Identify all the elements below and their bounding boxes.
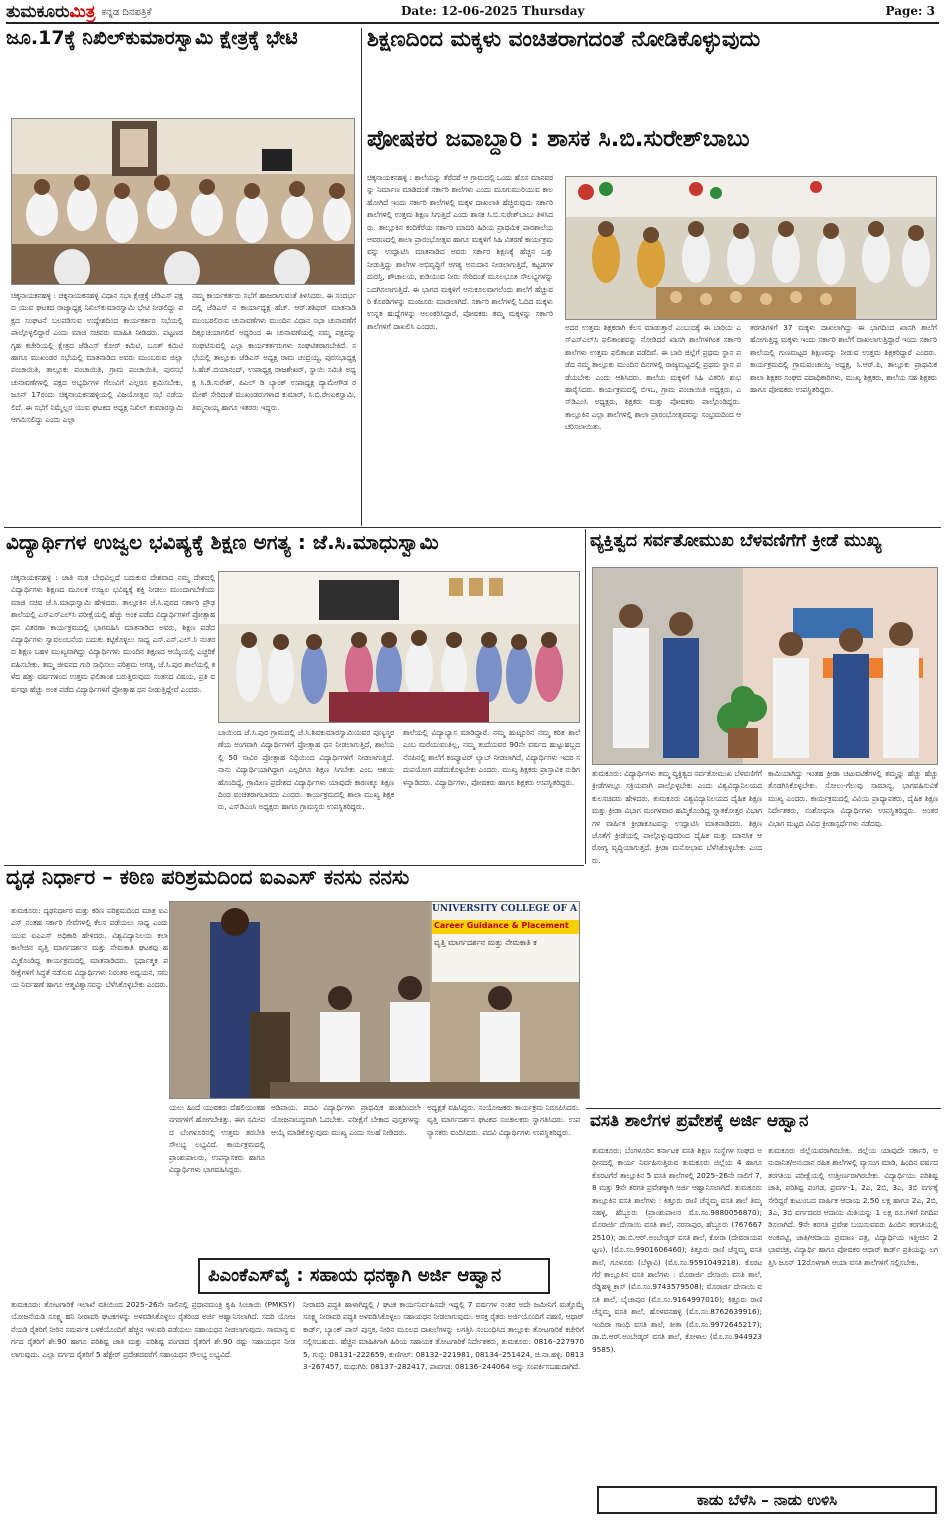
masthead: [6, 2, 939, 24]
paper-tagline: ಕನ್ನಡ ದಿನಪತ್ರಿಕೆ: [101, 6, 152, 18]
article3-headline: ವಿದ್ಯಾರ್ಥಿಗಳ ಉಜ್ವಲ ಭವಿಷ್ಯಕ್ಕೆ ಶಿಕ್ಷಣ ಅಗತ್ಯ : ಜೆ.ಸಿ.ಮಾಧುಸ್ವಾಮಿ: [6, 531, 439, 554]
section-divider: [4, 527, 941, 528]
article3-col-left: ಚಿಕ್ಕನಾಯಕನಹಳ್ಳಿ : ಜಾತಿ ಮತ ಬೇಧವಿಲ್ಲದೆ ಬದುಕುವ ದೇಶವಾದ ನಮ್ಮ ದೇಶದಲ್ಲಿ ವಿದ್ಯಾರ್ಥಿಗಳು ಶಿಕ್ಷಣದ ಮೂಲಕ ಉಜ್ವಲ ಭವಿಷ್ಯಕ್ಕೆ ಶಕ್ತಿ ನೀಡಲು ಮುಂದಾಗಬೇಕೆಂದು ಮಾಜಿ ಸಚಿವ ಜೆ.ಸಿ.ಮಾಧುಸ್ವಾಮಿ ಹೇಳಿದರು. ತಾಲ್ಲೂಕಿನ ಜೆ.ಸಿ.ಪುರದ ಸರ್ಕಾರಿ ಪ್ರೌಢಶಾಲೆಯಲ್ಲಿ ಎಸ್‌ಎಸ್‌ಎಲ್‌ಸಿ ಪರೀಕ್ಷೆಯಲ್ಲಿ ಹೆಚ್ಚು ಅಂಕ ಪಡೆದ ವಿದ್ಯಾರ್ಥಿಗಳಿಗೆ ಪ್ರೋತ್ಸಾಹ ಧನ ವಿತರಣಾ ಕಾರ್ಯಕ್ರಮದಲ್ಲಿ ಭಾಗವಹಿಸಿ ಮಾತನಾಡಿದ ಅವರು, ಶಿಕ್ಷಣ ಪಡೆದ ವಿದ್ಯಾರ್ಥಿಗಳು ಸ್ವಾವಲಂಬನೆಯ ಬದುಕು ಕಟ್ಟಿಕೊಳ್ಳಲು ಸಾಧ್ಯ ಎಸ್.ಎಸ್.ಎಲ್.ಸಿ ನಂತರದ ಶಿಕ್ಷಣ ಬಹಳ ಮುಖ್ಯವಾಗಿದ್ದು ವಿದ್ಯಾರ್ಥಿಗಳು ಮುಂದಿನ ಶಿಕ್ಷಣದ ಆಯ್ಕೆಯಲ್ಲಿ ಎಚ್ಚರಿಕೆ ವಹಿಸಬೇಕು. ತಮ್ಮ ಜೀವನದ ಗುರಿ ಸಾಧಿಸಲು ಪರಿಶ್ರಮ ಅಗತ್ಯ, ಜೆ.ಸಿ.ಪುರ ಶಾಲೆಯಲ್ಲಿ ಕಳೆದ ಹತ್ತು ವರ್ಷಗಳಿಂದ ಉತ್ತಮ ಫಲಿತಾಂಶ ಬರುತ್ತಿರುವುದು ಸಂತಸದ ವಿಷಯ, ಪ್ರತಿ ವರ್ಷವೂ ಹೆಚ್ಚು ಅಂಕ ಪಡೆದ ವಿದ್ಯಾರ್ಥಿಗಳಿಗೆ ಪ್ರೋತ್ಸಾಹ ಧನ ನೀಡುತ್ತಿದ್ದೇವೆ ಎಂದರು.: [11, 573, 215, 694]
footer-slogan: ಕಾಡು ಬೆಳೆಸಿ – ನಾಡು ಉಳಿಸಿ: [597, 1486, 937, 1514]
article2-col3: ತರಗತಿಗಳಿಗೆ 37 ಮಕ್ಕಳು ದಾಖಲಾಗಿದ್ದು ಈ ಭಾಗದಿಂದ ಖಾಸಗಿ ಶಾಲೆಗೆ ಹೋಗುತ್ತಿದ್ದ ಮಕ್ಕಳು ಇಂದು ಸರ್ಕಾರಿ ಶಾಲೆಗೆ ದಾಖಲಾಗುತ್ತಿದ್ದಾರೆ ಇಂದು ಸರ್ಕಾರಿ ಶಾಲೆಯಲ್ಲಿ ಗುಣಮಟ್ಟದ ಶಿಕ್ಷಣವನ್ನು ನೀಡುವ ಉತ್ತಮ ಶಿಕ್ಷಕರಿದ್ದಾರೆ ಎಂದರು. ಕಾರ್ಯಕ್ರಮದಲ್ಲಿ ಗ್ರಾಮಪಂಚಾಯ್ತಿ ಅಧ್ಯಕ್ಷ, ಸಿ.ಆರ್.ಪಿ, ತಾಲ್ಲೂಕು ಪ್ರಾಥಮಿಕ ಶಾಲಾ ಶಿಕ್ಷಕರ ಸಂಘದ ಪದಾಧಿಕಾರಿಗಳು, ಮುಖ್ಯ ಶಿಕ್ಷಕರು, ಶಾಲೆಯ ಸಹ ಶಿಕ್ಷಕರು ಹಾಗೂ ಪೋಷಕರು ಉಪಸ್ಥಿತರಿದ್ದರು.: [750, 323, 937, 395]
article1-col2: ನಮ್ಮ ಕಾರ್ಯಕರ್ತರು ಸಭೆಗೆ ಹಾಜರಾಗುವಂತೆ ತಿಳಿಸಿದರು. ಈ ಸಂದರ್ಭದಲ್ಲಿ ಜೆಡಿಎಸ್ ನ ಕಾರ್ಯಾಧ್ಯಕ್ಷ ಹೆಚ್. ಆರ್.ಶಶಿಧರ್ ಮಾತನಾಡಿ ಮುಂಬರಲಿರುವ ಚುನಾವಣೆಗಳು ಮುಂದಿನ ವಿಧಾನ ಸಭಾ ಚುನಾವಣೆಗೆ ದಿಕ್ಸೂಚಿಯಾಗಲಿವೆ ಅದ್ದರಿಂದ ಈ ಚುನಾವಣೆಯಲ್ಲಿ ನಮ್ಮ ಪಕ್ಷವನ್ನು ಸಂಘಟಿಸುವಲ್ಲಿ ಎಲ್ಲಾ ಕಾರ್ಯಕರ್ತರುಗಳು ಸಂಘಟಿತರಾಗಬೇಕಿದೆ. ಸಭೆಯಲ್ಲಿ ತಾಲ್ಲೂಕು ಜೆಡಿಎಸ್ ಅಧ್ಯಕ್ಷ ರಾಮ ಚಂದ್ರಯ್ಯ, ಪುರಸಭಾಧ್ಯಕ್ಷ ಸಿ.ಹೆಚ್.ದಯಾನಂದ್, ಉಪಾಧ್ಯಕ್ಷ ರಾಜಶೇಖರ್, ಸ್ಥಾಯಿ ಸಮಿತಿ ಅಧ್ಯಕ್ಷ ಸಿ.ಡಿ.ಸುರೇಶ್, ಪಿಎಲ್ ಡಿ ಬ್ಯಾಂಕ್ ಉಪಾಧ್ಯಕ್ಷ ದ್ಯಾಮೇಗೌಡ ರಮೇಶ್ ಸೇರಿದಂತೆ ಮುಖಂಡರುಗಳಾದ ಕುಮಾರ್, ಸಿ.ಬಿ.ರೇಣುಕಸ್ವಾಮಿ, ತಿಮ್ಮನಾಯ್ಕ ಹಾಗೂ ಇತರರು ಇದ್ದರು.: [192, 291, 356, 412]
article7-col2: ನೀರಾವರಿ ಪದ್ಧತಿ ಹಾಳಾಗಿದ್ದಲ್ಲಿ / ಘಟಕ ಕಾರ್ಯನಿರ್ವಹಿಸದೇ ಇದ್ದಲ್ಲಿ 7 ವರ್ಷಗಳ ನಂತರ ಅದೇ ಜಮೀನಿಗೆ ಮತ್ತೊಮ್ಮೆ ಸೂಕ್ಷ್ಮ ನೀರಾವರಿ ಪದ್ಧತಿ ಅಳವಡಿಸಿಕೊಳ್ಳಲು ಸಹಾಯಧನ ನೀಡಲಾಗುವುದು. ಆಸಕ್ತ ರೈತರು ಅರ್ಜಿಯೊಂದಿಗೆ ಪಹಣಿ, ಆಧಾರ್ ಕಾರ್ಡ್, ಬ್ಯಾಂಕ್ ಪಾಸ್ ಪುಸ್ತಕ, ನೀರಿನ ಮೂಲದ ದಾಖಲೆಗಳನ್ನು ಲಗತ್ತಿಸಿ ಸಂಬಂಧಿಸಿದ ತಾಲ್ಲೂಕು ತೋಟಗಾರಿಕೆ ಕಚೇರಿಗೆ ಸಲ್ಲಿಸಬಹುದು. ಹೆಚ್ಚಿನ ಮಾಹಿತಿಗಾಗಿ ಹಿರಿಯ ಸಹಾಯಕ ತೋಟಗಾರಿಕೆ ನಿರ್ದೇಶಕರು, ತುಮಕೂರು: 0816–2279705, ಗುಬ್ಬಿ: 08131–222659, ಕುಣಿಗಲ್: 08132–221981, 08134–251424, ಚಿ.ನಾ.ಹಳ್ಳಿ: 08133–267457, ಮಧುಗಿರಿ: 08137–282417, ಪಾವಗಡ: 08136–244064 ಅನ್ನು ಸಂಪರ್ಕಿಸಬಹುದಾಗಿದೆ.: [303, 1300, 584, 1372]
paper-name: ತುಮಕೂರುಮಿತ್ರ: [6, 2, 96, 22]
issue-date: Date: 12-06-2025 Thursday: [401, 4, 585, 18]
article5-headline: ದೃಢ ನಿರ್ಧಾರ – ಕಠಿಣ ಪರಿಶ್ರಮದಿಂದ ಐಎಎಸ್ ಕನಸು ನನಸು: [6, 866, 410, 889]
article2-headline-line1: ಶಿಕ್ಷಣದಿಂದ ಮಕ್ಕಳು ವಂಚಿತರಾಗದಂತೆ ನೋಡಿಕೊಳ್ಳುವುದು: [367, 28, 761, 52]
banner-title: UNIVERSITY COLLEGE OF A: [432, 904, 578, 914]
article5-col3: ಅಡಿಪಾಯ. ಪದವಿ ವಿದ್ಯಾರ್ಥಿಗಳು ಪ್ರಾಥಮಿಕ ಹಂತದಿಂದಲೇ ಯೋಜನಾಬದ್ಧವಾಗಿ ಓದಬೇಕು. ಪರೀಕ್ಷೆಗೆ ಬೇಕಾದ ಪುಸ್ತಕಗಳನ್ನು ಆಯ್ಕೆ ಮಾಡಿಕೊಳ್ಳುವುದು ಮುಖ್ಯ ಎಂದು ಸಲಹೆ ನೀಡಿದರು.: [271, 1103, 421, 1137]
banner-subtitle: Career Guidance & Placement: [434, 921, 569, 930]
article4-col2: ಕಾಮಿಯಾಗಿದ್ದು ಇಂತಹ ಕ್ರೀಡಾ ಚಟುವಟಿಕೆಗಳಲ್ಲಿ ತಮ್ಮನ್ನು ಹೆಚ್ಚು ಹೆಚ್ಚು ತೊಡಗಿಸಿಕೊಳ್ಳಬೇಕು. ಸೋಲು-ಗೆಲುವು ಸಾಮಾನ್ಯ, ಭಾಗವಹಿಸುವಿಕೆ ಮುಖ್ಯ ಎಂದರು. ಕಾರ್ಯಕ್ರಮದಲ್ಲಿ ವಿವಿಯ ಪ್ರಾಧ್ಯಾಪಕರು, ದೈಹಿಕ ಶಿಕ್ಷಣ ನಿರ್ದೇಶಕರು, ಸಂಶೋಧನಾ ವಿದ್ಯಾರ್ಥಿಗಳು ಉಪಸ್ಥಿತರಿದ್ದರು. ಅಂತರವಿಭಾಗ ಮಟ್ಟದ ವಿವಿಧ ಕ್ರೀಡಾಸ್ಪರ್ಧೆಗಳು ನಡೆದವು.: [768, 769, 938, 828]
meeting-photo: [11, 118, 355, 285]
article7-col1: ತುಮಕೂರು: ತೋಟಗಾರಿಕೆ ಇಲಾಖೆ ವತಿಯಿಂದ 2025–26ನೇ ಸಾಲಿನಲ್ಲಿ ಪ್ರಧಾನಮಂತ್ರಿ ಕೃಷಿ ಸಿಂಚಾಯಿ (PMKSY) ಯೋಜನೆಯಡಿ ಸೂಕ್ಷ್ಮ ಹನಿ ನೀರಾವರಿ ಘಟಕಗಳನ್ನು ಅಳವಡಿಸಿಕೊಳ್ಳಲು ರೈತರಿಂದ ಅರ್ಜಿ ಆಹ್ವಾನಿಸಲಾಗಿದೆ. ಸದರಿ ಯೋಜನೆಯಡಿ ರೈತರಿಗೆ ನೀರಿನ ಸಮರ್ಪಕ ಬಳಕೆಯೊಂದಿಗೆ ಹೆಚ್ಚಿನ ಇಳುವರಿ ಪಡೆಯಲು ಸಹಾಯಧನ ನೀಡಲಾಗುವುದು. ಸಾಮಾನ್ಯ ವರ್ಗದ ರೈತರಿಗೆ ಶೇ.90 ಹಾಗೂ ಪರಿಶಿಷ್ಟ ಜಾತಿ ಮತ್ತು ಪರಿಶಿಷ್ಟ ಪಂಗಡದ ರೈತರಿಗೆ ಶೇ.90 ರಷ್ಟು ಸಹಾಯಧನ ನೀಡಲಾಗುವುದು. ಎಲ್ಲಾ ವರ್ಗದ ರೈತರಿಗೆ 5 ಹೆಕ್ಟೇರ್ ಪ್ರದೇಶದವರೆಗೆ ಸಹಾಯಧನ ಸೌಲಭ್ಯ ಲಭ್ಯವಿದೆ.: [11, 1300, 295, 1359]
article6-headline: ವಸತಿ ಶಾಲೆಗಳ ಪ್ರವೇಶಕ್ಕೆ ಅರ್ಜಿ ಆಹ್ವಾನ: [590, 1112, 809, 1131]
article7-headline: ಪಿಎಂಕೆಎಸ್‌ವೈ : ಸಹಾಯ ಧನಕ್ಕಾಗಿ ಅರ್ಜಿ ಆಹ್ವಾನ: [198, 1258, 550, 1294]
article5-col1: ತುಮಕೂರು: ದೃಢನಿರ್ಧಾರ ಮತ್ತು ಕಠಿಣ ಪರಿಶ್ರಮದಿಂದ ಮಾತ್ರ ಐಎಎಸ್ ನಂತಹ ಸರ್ಕಾರಿ ಸೇವೆಗಳಲ್ಲಿ ಕೆಲಸ ಪಡೆಯಲು ಸಾಧ್ಯ ಎಂದು ಯುವ ಐಎಎಸ್ ಅಧಿಕಾರಿ ಹೇಳಿದರು. ವಿಶ್ವವಿದ್ಯಾನಿಲಯ ಕಲಾ ಕಾಲೇಜಿನ ವೃತ್ತಿ ಮಾರ್ಗದರ್ಶನ ಮತ್ತು ನೇಮಕಾತಿ ಘಟಕವು ಹಮ್ಮಿಕೊಂಡಿದ್ದ ಕಾರ್ಯಕ್ರಮದಲ್ಲಿ ಮಾತನಾಡಿದರು. ಸ್ಪರ್ಧಾತ್ಮಕ ಪರೀಕ್ಷೆಗಳಿಗೆ ಸಿದ್ಧತೆ ನಡೆಸುವ ವಿದ್ಯಾರ್ಥಿಗಳು ನಿರಂತರ ಅಧ್ಯಯನ, ಸಮಯ ನಿರ್ವಹಣೆ ಹಾಗೂ ಆತ್ಮವಿಶ್ವಾಸವನ್ನು ಬೆಳೆಸಿಕೊಳ್ಳಬೇಕು ಎಂದರು.: [11, 906, 168, 990]
article2-col2: ಅದರ ಉತ್ತಮ ಶಿಕ್ಷಕರಾಗಿ ಕೆಲಸ ಮಾಡುತ್ತಾರೆ ಎಂಬುದಕ್ಕೆ ಈ ಬಾರಿಯ ಎಸ್‌ಎಸ್‌ಎಲ್‌ಸಿ ಫಲಿತಾಂಶವನ್ನು ನೋಡಿದರೆ ಖಾಸಗಿ ಶಾಲೆಗಳಿಗಿಂತ ಸರ್ಕಾರಿ ಶಾಲೆಗಳು ಉತ್ತಮ ಫಲಿತಾಂಶ ಪಡೆದಿವೆ. ಈ ಬಾರಿ ಜಿಲ್ಲೆಗೆ ಪ್ರಥಮ ಸ್ಥಾನ ಪಡೆದ ನಮ್ಮ ತಾಲ್ಲೂಕು ಮುಂದಿನ ದಿನಗಳಲ್ಲಿ ರಾಜ್ಯಮಟ್ಟದಲ್ಲಿ ಪ್ರಥಮ ಸ್ಥಾನ ಪಡೆಯಬೇಕು ಎಂದು ಆಶಿಸಿದರು. ಶಾಲೆಯ ಮಕ್ಕಳಿಗೆ ಸಿಹಿ ವಿತರಿಸಿ ಶುಭ ಹಾರೈಸಿದರು. ಕಾರ್ಯಕ್ರಮದಲ್ಲಿ ಬಿಇಒ, ಗ್ರಾಮ ಪಂಚಾಯಿತಿ ಅಧ್ಯಕ್ಷರು, ಎಸ್‌ಡಿಎಂಸಿ ಅಧ್ಯಕ್ಷರು, ಶಿಕ್ಷಕರು ಮತ್ತು ಪೋಷಕರು ಪಾಲ್ಗೊಂಡಿದ್ದರು. ತಾಲ್ಲೂಕಿನ ಎಲ್ಲಾ ಶಾಲೆಗಳಲ್ಲಿ ಶಾಲಾ ಪ್ರಾರಂಭೋತ್ಸವವನ್ನು ಸಂಭ್ರಮದಿಂದ ಆಚರಿಸಲಾಯಿತು.: [565, 323, 741, 432]
banner-kannada: ವೃತ್ತಿ ಮಾರ್ಗದರ್ಶನ ಮತ್ತು ನೇಮಕಾತಿ ಕ: [434, 938, 537, 947]
page-number: Page: 3: [885, 4, 935, 18]
article1-col1: ಚಿಕ್ಕನಾಯಕನಹಳ್ಳಿ : ಚಿಕ್ಕನಾಯಕನಹಳ್ಳಿ ವಿಧಾನ ಸಭಾ ಕ್ಷೇತ್ರಕ್ಕೆ ಜೆಡಿಎಸ್ ಪಕ್ಷದ ಯುವ ಘಟಕದ ರಾಜ್ಯಾಧ್ಯಕ್ಷ ನಿಖಿಲ್‌ಕುಮಾರಸ್ವಾಮಿ ಭೇಟಿ ನೀಡಲಿದ್ದು ಪಕ್ಷದ ಸಂಘಟನೆ ಬಲಪಡಿಸುವ ಉದ್ದೇಶದಿಂದ ಕಾರ್ಯಕರ್ತರ ಸಭೆಯಲ್ಲಿ ಪಾಲ್ಗೊಳ್ಳಲಿದ್ದಾರೆ ಎಂದು ಮಾಜಿ ಸಚಿವರು ಮಾಹಿತಿ ನೀಡಿದರು. ಪಟ್ಟಣದ ಗೃಹ ಕಚೇರಿಯಲ್ಲಿ ಕ್ಷೇತ್ರದ ಜೆಡಿಎಸ್ ಕೋರ್ ಕಮಿಟಿ, ಬೂತ್ ಕಮಿಟಿ ಹಾಗೂ ಮುಖಂಡರ ಸಭೆಯಲ್ಲಿ ಮಾತನಾಡಿದ ಅವರು ಮುಂಬರುವ ಜಿಲ್ಲಾ ಪಂಚಾಯಿತಿ, ತಾಲ್ಲೂಕು ಪಂಚಾಯಿತಿ, ಗ್ರಾಮ ಪಂಚಾಯಿತಿ, ಪುರಸಭೆ ಚುನಾವಣೆಗಳಲ್ಲಿ ಪಕ್ಷದ ಅಭ್ಯರ್ಥಿಗಳ ಗೆಲುವಿಗೆ ಎಲ್ಲರೂ ಶ್ರಮಿಸಬೇಕು, ಜೂನ್ 17ರಂದು ಚಿಕ್ಕನಾಯಕನಹಳ್ಳಿಯಲ್ಲಿ ವಿಜಯೋತ್ಸವ ಸಭೆ ನಡೆಯಲಿದೆ. ಈ ಸಭೆಗೆ ನಿಮ್ಮೆಲ್ಲರ ಯುವ ಘಟಕದ ಅಧ್ಯಕ್ಷ ನಿಖಿಲ್ ಕುಮಾರಸ್ವಾಮಿ ಆಗಮಿಸಲಿದ್ದು ಎಂದು ಎಲ್ಲಾ: [11, 291, 183, 425]
article5-col4: ಅಧ್ಯಕ್ಷತೆ ವಹಿಸಿದ್ದರು. ಸಂಯೋಜಕರು ಕಾರ್ಯಕ್ರಮ ನಿರೂಪಿಸಿದರು. ವೃತ್ತಿ ಮಾರ್ಗದರ್ಶನ ಘಟಕದ ಸಂಚಾಲಕರು ಸ್ವಾಗತಿಸಿದರು. ಉಪನ್ಯಾಸಕರು ವಂದಿಸಿದರು. ಪದವಿ ವಿದ್ಯಾರ್ಥಿಗಳು ಉಪಸ್ಥಿತರಿದ್ದರು.: [427, 1103, 580, 1137]
article6-col1: ತುಮಕೂರು: ಬೆಂಗಳೂರಿನ ಕರ್ನಾಟಕ ವಸತಿ ಶಿಕ್ಷಣ ಸಂಸ್ಥೆಗಳ ಸಂಘದ ಅಧೀನದಲ್ಲಿ ಕಾರ್ಯ ನಿರ್ವಹಿಸುತ್ತಿರುವ ತುಮಕೂರು ಜಿಲ್ಲೆಯ 4 ಹಾಗೂ ಕೊರಟಗೆರೆ ತಾಲ್ಲೂಕಿನ 5 ವಸತಿ ಶಾಲೆಗಳಲ್ಲಿ 2025–26ನೇ ಸಾಲಿಗೆ 7, 8 ಮತ್ತು 9ನೇ ತರಗತಿ ಪ್ರವೇಶಕ್ಕಾಗಿ ಅರ್ಜಿ ಆಹ್ವಾನಿಸಲಾಗಿದೆ. ತುಮಕೂರು ತಾಲ್ಲೂಕಿನ ವಸತಿ ಶಾಲೆಗಳು : ಕಿತ್ತೂರು ರಾಣಿ ಚೆನ್ನಮ್ಮ ವಸತಿ ಶಾಲೆ ತಿಮ್ಮನಹಳ್ಳಿ, ಹೆಬ್ಬೂರು (ಪ್ರಾಂಶುಪಾಲರ ಮೊ.ಸಂ.9880056870); ಮೊರಾರ್ಜಿ ದೇಸಾಯಿ ವಸತಿ ಶಾಲೆ, ನರಸಾಪುರ, ಹೆಬ್ಬೂರು (7676672510); ಡಾ.ಬಿ.ಆರ್.ಅಂಬೇಡ್ಕರ್ ವಸತಿ ಶಾಲೆ, ಕೋರಾ (ದೇವರಾಯಪಟ್ಟಣ), (ಮೊ.ಸಂ.9901606460); ಕಿತ್ತೂರು ರಾಣಿ ಚೆನ್ನಮ್ಮ ವಸತಿ ಶಾಲೆ, ಗೂಳೂರು (ಬೆಳ್ಳಾವಿ) (ಮೊ.ಸಂ.9591049218). ಕೊರಟಗೆರೆ ತಾಲ್ಲೂಕಿನ ವಸತಿ ಶಾಲೆಗಳು : ಮೊರಾರ್ಜಿ ದೇಸಾಯಿ ವಸತಿ ಶಾಲೆ, ರೆಡ್ಡಿಹಳ್ಳಿ ಕ್ರಾಸ್ (ಮೊ.ಸಂ.9743579508); ಮೊರಾರ್ಜಿ ದೇಸಾಯಿ ವಸತಿ ಶಾಲೆ, ಬೈಚಾಪುರ (ಮೊ.ಸಂ.9164997010); ಕಿತ್ತೂರು ರಾಣಿ ಚೆನ್ನಮ್ಮ ವಸತಿ ಶಾಲೆ, ಹೊಳವನಹಳ್ಳಿ (ಮೊ.ಸಂ.8762639916); ಇಂದಿರಾ ಗಾಂಧಿ ವಸತಿ ಶಾಲೆ, ತೀತಾ (ಮೊ.ಸಂ.9972645217); ಡಾ.ಬಿ.ಆರ್.ಅಂಬೇಡ್ಕರ್ ವಸತಿ ಶಾಲೆ, ಕೋಳಾಲ (ಮೊ.ಸಂ.9449239585).: [592, 1146, 762, 1354]
sports-meet-photo: [592, 567, 938, 765]
career-guidance-photo: [169, 901, 580, 1099]
article2-col1: ಚಿಕ್ಕನಾಯಕನಹಳ್ಳಿ : ಶಾಲೆಯನ್ನು ತೆರೆದರೆ ಆ ಗ್ರಾಮದಲ್ಲಿ ಒಂದು ಹೊಸ ಮಾನವರನ್ನು ನಿರ್ಮಾಣ ಮಾಡಿದಂತೆ ಸರ್ಕಾರಿ ಶಾಲೆಗಳು ಎಂದು ಮೂಗುಮುರಿಯುವ ಕಾಲ ಹೋಗಿದೆ ಇಂದು ಸರ್ಕಾರಿ ಶಾಲೆಗಳಲ್ಲಿ ಮಕ್ಕಳ ದಾಖಲಾತಿ ಹೆಚ್ಚಿರುವುದು ಸರ್ಕಾರಿ ಶಾಲೆಗಳಲ್ಲಿ ಉತ್ತಮ ಶಿಕ್ಷಣ ಸಿಗುತ್ತಿದೆ ಎಂದು ಶಾಸಕ ಸಿ.ಬಿ.ಸುರೇಶ್‌ಬಾಬು ತಿಳಿಸಿದರು. ತಾಲ್ಲೂಕಿನ ಕಂದಿಕೆರೆಯ ಸರ್ಕಾರಿ ಮಾದರಿ ಹಿರಿಯ ಪ್ರಾಥಮಿಕ ಪಾಠಶಾಲೆಯ ಆವರಣದಲ್ಲಿ ಶಾಲಾ ಪ್ರಾರಂಭೋತ್ಸವ ಹಾಗೂ ಮಕ್ಕಳಿಗೆ ಸಿಹಿ ವಿತರಣೆ ಕಾರ್ಯಕ್ರಮವನ್ನು ಉದ್ಘಾಟಿಸಿ ಮಾತನಾಡಿದ ಅವರು ಸರ್ಕಾರ ಶಿಕ್ಷಣಕ್ಕೆ ಹೆಚ್ಚಿನ ಒತ್ತು ನೀಡುತ್ತಿದ್ದು ಶಾಲೆಗಳ ಅಭಿವೃದ್ಧಿಗೆ ಅಗತ್ಯ ಅನುದಾನ ನೀಡಲಾಗುತ್ತಿದೆ, ಕಟ್ಟಡಗಳ ದುರಸ್ತಿ, ಶೌಚಾಲಯ, ಕುಡಿಯುವ ನೀರು ಸೇರಿದಂತೆ ಮೂಲಭೂತ ಸೌಲಭ್ಯಗಳನ್ನು ಒದಗಿಸಲಾಗುತ್ತಿದೆ. ಈ ಭಾಗದ ಮಕ್ಕಳಿಗೆ ಅನುಕೂಲವಾಗಲೆಂದು ಶಾಲೆಗೆ ಹೆಚ್ಚುವರಿ ಕೊಠಡಿಗಳನ್ನು ಮಂಜೂರು ಮಾಡಲಾಗಿದೆ. ಸರ್ಕಾರಿ ಶಾಲೆಗಳಲ್ಲಿ ಓದಿದ ಮಕ್ಕಳು ಉನ್ನತ ಹುದ್ದೆಗಳನ್ನು ಅಲಂಕರಿಸಿದ್ದಾರೆ, ಪೋಷಕರು ತಮ್ಮ ಮಕ್ಕಳನ್ನು ಸರ್ಕಾರಿ ಶಾಲೆಗಳಿಗೆ ದಾಖಲಿಸಿ ಎಂದರು.: [367, 173, 553, 331]
article2-headline-line2: ಪೋಷಕರ ಜವಾಬ್ದಾರಿ : ಶಾಸಕ ಸಿ.ಬಿ.ಸುರೇಶ್‌ಬಾಬು: [367, 126, 750, 152]
article6-col2: ತುಮಕೂರು ಜಿಲ್ಲೆಯವರಾಗಿರಬೇಕು. ಜಿಲ್ಲೆಯ ಯಾವುದೇ ಸರ್ಕಾರಿ, ಅನುದಾನಿತ/ಅನುದಾನ ರಹಿತ ಶಾಲೆಗಳಲ್ಲಿ ವ್ಯಾಸಂಗ ಮಾಡಿ, ಹಿಂದಿನ ವರ್ಷದ ತರಗತಿಯ ಪರೀಕ್ಷೆಯಲ್ಲಿ ಉತ್ತೀರ್ಣರಾಗಿರಬೇಕು. ವಿದ್ಯಾರ್ಥಿಯು ಪರಿಶಿಷ್ಟ ಜಾತಿ, ಪರಿಶಿಷ್ಟ ಪಂಗಡ, ಪ್ರವರ್ಗ-1, 2ಎ, 2ಬಿ, 3ಎ, 3ಬಿ ವರ್ಗಕ್ಕೆ ಸೇರಿದ್ದರೆ ಕುಟುಂಬದ ವಾರ್ಷಿಕ ಆದಾಯ 2.50 ಲಕ್ಷ ಹಾಗೂ 2ಎ, 2ಬಿ, 3ಎ, 3ಬಿ ವರ್ಗದವರ ಆದಾಯ ಮಿತಿಯನ್ನು 1 ಲಕ್ಷ ರೂ.ಗಳಿಗೆ ನಿಗದಿಪಡಿಸಲಾಗಿದೆ. 9ನೇ ತರಗತಿ ಪ್ರವೇಶ ಬಯಸುವವರು ಹಿಂದಿನ ತರಗತಿಯಲ್ಲಿ ಅಂಕಪಟ್ಟಿ, ಜಾತಿ/ಆದಾಯ ಪ್ರಮಾಣ ಪತ್ರ, ವಿದ್ಯಾರ್ಥಿಯ ಇತ್ತೀಚಿನ 2 ಭಾವಚಿತ್ರ, ವಿದ್ಯಾರ್ಥಿ ಹಾಗೂ ಪೋಷಕರ ಆಧಾರ್ ಕಾರ್ಡ್ ಪ್ರತಿಯನ್ನು ಲಗತ್ತಿಸಿ ಜೂನ್ 12ರೊಳಗಾಗಿ ಆಯಾ ವಸತಿ ಶಾಲೆಗಳಿಗೆ ಸಲ್ಲಿಸಬೇಕು.: [768, 1146, 938, 1267]
article5-col2: ಯಲು ಹಿಂದೆ ಯುವಕರು ದೆಹಲಿಯಂತಹ ನಗರಗಳಿಗೆ ಹೋಗಬೇಕಿತ್ತು. ಈಗ ಸಮೀಪದ ಬೆಂಗಳೂರಿನಲ್ಲಿ ಉತ್ತಮ ತರಬೇತಿ ಸೌಲಭ್ಯ ಲಭ್ಯವಿದೆ. ಕಾರ್ಯಕ್ರಮದಲ್ಲಿ ಪ್ರಾಂಶುಪಾಲರು, ಉಪನ್ಯಾಸಕರು ಹಾಗೂ ವಿದ್ಯಾರ್ಥಿಗಳು ಭಾಗವಹಿಸಿದ್ದರು.: [169, 1103, 265, 1175]
section-divider-3: [586, 1108, 941, 1109]
article1-headline: ಜೂ.17ಕ್ಕೆ ನಿಖಿಲ್‌ಕುಮಾರಸ್ವಾಮಿ ಕ್ಷೇತ್ರಕ್ಕೆ ಭೇಟಿ: [6, 28, 298, 49]
column-divider-2: [585, 529, 586, 864]
article3-col-right: ಶಾಲೆಯಲ್ಲಿ ವಿದ್ಯಾಭ್ಯಾಸ ಮಾಡಿದ್ದಾರೆ. ನಮ್ಮ ಹುಟ್ಟೂರಿನ ನಮ್ಮ ಕರಿತ ಶಾಲೆ ಎಂಬ ಮರೆಯುವಂತಿಲ್ಲ, ನಮ್ಮ ತಂದೆಯವರ 90ನೇ ವರ್ಷದ ಹುಟ್ಟುಹಬ್ಬದ ನೆನಪಿನಲ್ಲಿ ಶಾಲೆಗೆ ಕಂಪ್ಯೂಟರ್ ಲ್ಯಾಬ್ ನೀಡಲಾಗಿದೆ, ವಿದ್ಯಾರ್ಥಿಗಳು ಇದರ ಸದುಪಯೋಗ ಪಡೆದುಕೊಳ್ಳಬೇಕು ಎಂದರು. ಮುಖ್ಯ ಶಿಕ್ಷಕರು ಪ್ರಾಸ್ತಾವಿಕ ನುಡಿಗಳನ್ನಾಡಿದರು. ವಿದ್ಯಾರ್ಥಿಗಳು, ಪೋಷಕರು ಹಾಗೂ ಶಿಕ್ಷಕರು ಉಪಸ್ಥಿತರಿದ್ದರು.: [403, 728, 580, 787]
school-function-photo: [565, 176, 937, 320]
article4-col1: ತುಮಕೂರು: ವಿದ್ಯಾರ್ಥಿಗಳು ತಮ್ಮ ವ್ಯಕ್ತಿತ್ವದ ಸರ್ವತೋಮುಖ ಬೆಳವಣಿಗೆಗೆ ಕ್ರೀಡೆಗಳಲ್ಲೂ ಸಕ್ರಿಯವಾಗಿ ಪಾಲ್ಗೊಳ್ಳಬೇಕು ಎಂದು ವಿಶ್ವವಿದ್ಯಾನಿಲಯದ ಕುಲಸಚಿವರು ಹೇಳಿದರು. ತುಮಕೂರು ವಿಶ್ವವಿದ್ಯಾನಿಲಯದ ದೈಹಿಕ ಶಿಕ್ಷಣ ಮತ್ತು ಕ್ರೀಡಾ ವಿಭಾಗ ಮಂಗಳವಾರ ಹಮ್ಮಿಕೊಂಡಿದ್ದ ಸ್ನಾತಕೋತ್ತರ ವಿಭಾಗಗಳ ವಾರ್ಷಿಕ ಕ್ರೀಡಾಕೂಟವನ್ನು ಉದ್ಘಾಟಿಸಿ ಮಾತನಾಡಿದರು. ಶಿಕ್ಷಣ ಜೊತೆಗೆ ಕ್ರೀಡೆಯಲ್ಲಿ ಪಾಲ್ಗೊಳ್ಳುವುದರಿಂದ ದೈಹಿಕ ಮತ್ತು ಮಾನಸಿಕ ಆರೋಗ್ಯ ವೃದ್ಧಿಯಾಗುತ್ತದೆ. ಕ್ರೀಡಾ ಮನೋಭಾವ ಬೆಳೆಸಿಕೊಳ್ಳಬೇಕು ಎಂದರು.: [592, 769, 762, 865]
article3-col-mid: ಬಾಯಿಂದ ಜೆ.ಸಿ.ಪುರ ಗ್ರಾಮದಲ್ಲಿ ಜೆ.ಸಿ.ಶಿವಕುಮಾರಸ್ವಾಮಿಯವರ ಪುಣ್ಯಸ್ಮರಣೆಯ ಅಂಗವಾಗಿ ವಿದ್ಯಾರ್ಥಿಗಳಿಗೆ ಪ್ರೋತ್ಸಾಹ ಧನ ನೀಡಲಾಗುತ್ತಿದೆ, ಶಾಲೆಯಲ್ಲಿ 50 ಸಾವಿರ ಪ್ರೋತ್ಸಾಹ ನಿಧಿಯಿಂದ ವಿದ್ಯಾರ್ಥಿಗಳಿಗೆ ನೀಡಲಾಗುತ್ತಿದೆ. ನಾನು ವಿದ್ಯಾರ್ಥಿಯಾಗಿದ್ದಾಗ ಎಲ್ಲರಿಗೂ ಶಿಕ್ಷಣ ಸಿಗಬೇಕು ಎಂಬ ಆಶಯ ಹೊಂದಿದ್ದೆ, ಗ್ರಾಮೀಣ ಪ್ರದೇಶದ ವಿದ್ಯಾರ್ಥಿಗಳು ಯಾವುದೇ ಕಾರಣಕ್ಕೂ ಶಿಕ್ಷಣದಿಂದ ವಂಚಿತರಾಗಬಾರದು ಎಂದರು. ಕಾರ್ಯಕ್ರಮದಲ್ಲಿ ಶಾಲಾ ಮುಖ್ಯ ಶಿಕ್ಷಕರು, ಎಸ್‌ಡಿಎಂಸಿ ಅಧ್ಯಕ್ಷರು ಹಾಗೂ ಗ್ರಾಮಸ್ಥರು ಉಪಸ್ಥಿತರಿದ್ದರು.: [218, 728, 394, 812]
prize-distribution-photo: [218, 571, 580, 723]
column-divider: [361, 28, 362, 526]
article4-headline: ವ್ಯಕ್ತಿತ್ವದ ಸರ್ವತೋಮುಖ ಬೆಳವಣಿಗೆಗೆ ಕ್ರೀಡೆ ಮುಖ್ಯ: [590, 531, 882, 551]
